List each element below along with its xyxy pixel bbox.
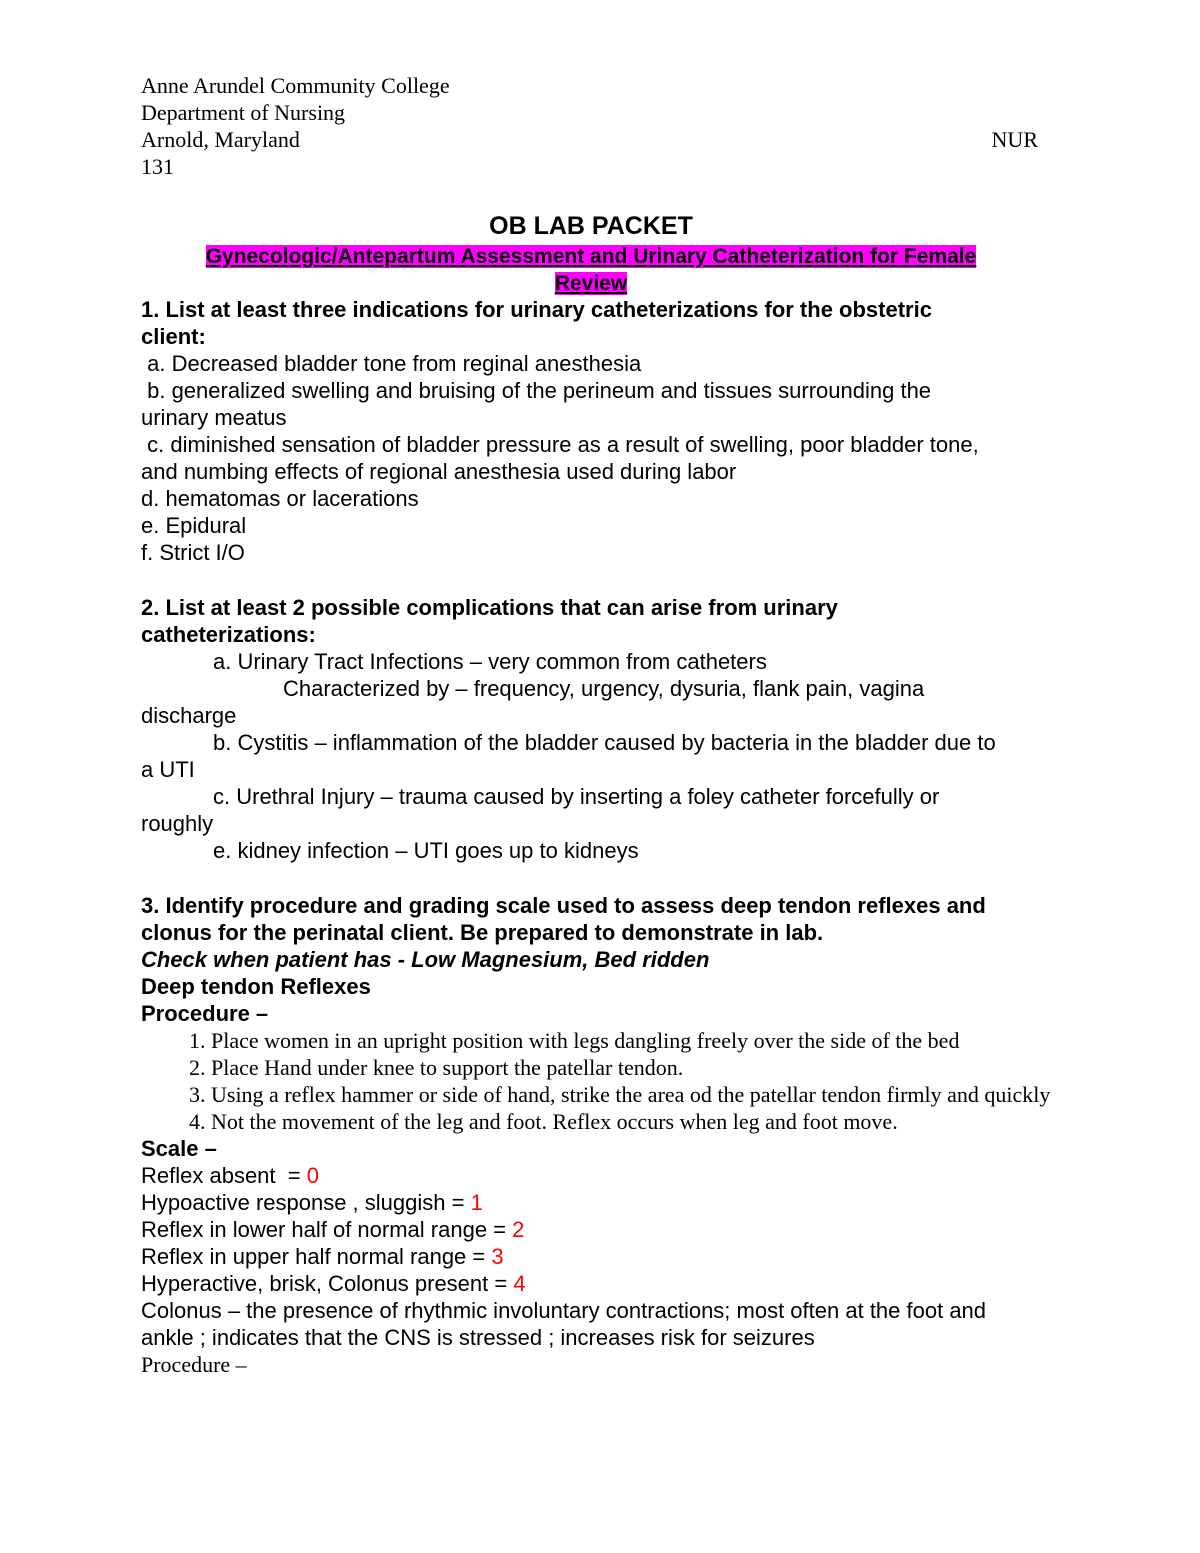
scale-label: Reflex in upper half normal range = [141,1244,492,1269]
location-row [141,126,1038,153]
answer-item: c. Urethral Injury – trauma caused by inserting a foley catheter forcefully or [213,784,940,809]
question-2-text: 2. List at least 2 possible complications that can arise from urinary [141,595,838,620]
question-2-text-cont: catheterizations: [141,622,316,647]
answer-item: d. hematomas or lacerations [141,486,419,511]
course-number: 131 [141,154,174,179]
scale-item [141,1270,1061,1297]
answer-item: a. Urinary Tract Infections – very common from catheters [213,649,767,674]
scale-item [141,1216,1061,1243]
subtitle-line-2: Review [554,272,628,295]
question-1 [141,296,1061,566]
answer-detail: Characterized by – frequency, urgency, dysuria, flank pain, vagina [283,676,925,701]
scale-label: Reflex in lower half of normal range = [141,1217,513,1242]
answer-item: b. generalized swelling and bruising of the perineum and tissues surrounding the [141,378,932,403]
scale-item [141,1189,1061,1216]
procedure-step: 4. Not the movement of the leg and foot. Reflex occurs when leg and foot move. [211,1108,1061,1135]
answer-item: e. Epidural [141,513,247,538]
scale-label: Hyperactive, brisk, Colonus present = [141,1271,514,1296]
procedure-step: 3. Using a reflex hammer or side of hand, strike the area od the patellar tendon firmly and quickly [211,1081,1061,1108]
question-3-text: 3. Identify procedure and grading scale used to assess deep tendon reflexes and [141,893,986,918]
college-name: Anne Arundel Community College [141,73,450,98]
location: Arnold, Maryland [141,127,300,152]
answer-item: c. diminished sensation of bladder pressure as a result of swelling, poor bladder tone, [141,432,979,457]
scale-heading: Scale – [141,1136,217,1161]
subtitle-line-1: Gynecologic/Antepartum Assessment and Urinary Catheterization for Female [205,245,977,268]
procedure-step: 1. Place women in an upright position with legs dangling freely over the side of the bed [211,1027,1061,1054]
procedure-steps [141,1027,1061,1135]
answer-item: f. Strict I/O [141,540,245,565]
colonus-definition-cont: ankle ; indicates that the CNS is stressed ; increases risk for seizures [141,1325,815,1350]
question-3-text-cont: clonus for the perinatal client. Be prepared to demonstrate in lab. [141,920,824,945]
question-1-text-cont: client: [141,324,206,349]
scale-value: 0 [306,1163,319,1188]
scale-item [141,1243,1061,1270]
question-2 [141,594,1061,864]
scale-label: Hypoactive response , sluggish = [141,1190,471,1215]
page-subtitle [141,243,1041,297]
scale-value: 2 [512,1217,525,1242]
course-prefix: NUR [991,127,1038,152]
dtr-heading: Deep tendon Reflexes [141,974,371,999]
answer-item: b. Cystitis – inflammation of the bladder caused by bacteria in the bladder due to [213,730,996,755]
procedure-heading: Procedure – [141,1001,269,1026]
procedure-heading-2: Procedure – [141,1352,247,1377]
question-1-text: 1. List at least three indications for urinary catheterizations for the obstetric [141,297,932,322]
answer-item-cont: urinary meatus [141,405,287,430]
scale-value: 3 [491,1244,504,1269]
answer-item-cont: a UTI [141,757,195,782]
question-3 [141,892,1061,1378]
answer-detail-cont: discharge [141,703,237,728]
procedure-step: 2. Place Hand under knee to support the patellar tendon. [211,1054,1061,1081]
scale-label: Reflex absent = [141,1163,307,1188]
page-title: OB LAB PACKET [489,212,693,240]
scale-value: 1 [470,1190,483,1215]
scale-item [141,1162,1061,1189]
colonus-definition: Colonus – the presence of rhythmic involuntary contractions; most often at the foot and [141,1298,987,1323]
check-when-note: Check when patient has - Low Magnesium, Bed ridden [141,947,710,972]
answer-item: a. Decreased bladder tone from reginal anesthesia [141,351,642,376]
document-header [141,72,1041,180]
answer-item: e. kidney infection – UTI goes up to kidneys [213,838,639,863]
scale-value: 4 [513,1271,526,1296]
answer-item-cont: roughly [141,811,214,836]
answer-item-cont: and numbing effects of regional anesthesia used during labor [141,459,737,484]
department-name: Department of Nursing [141,100,346,125]
